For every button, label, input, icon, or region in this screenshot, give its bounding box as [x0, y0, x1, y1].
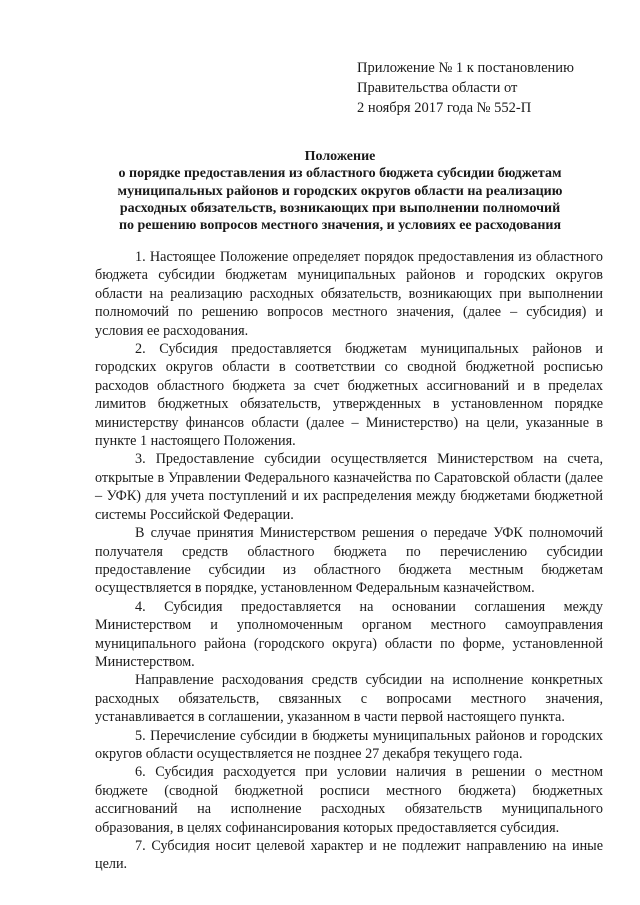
title-line-2: о порядке предоставления из областного бюджета субсидии бюджетам	[118, 166, 562, 182]
paragraph-4: В случае принятия Министерством решения о передаче УФК полномочий получателя средств областного бюджета по перечислению субсидии предоставление субсидии из областного бюджета местным бюджетам осуществляется в порядке, установленном Федеральным казначейством.	[95, 525, 603, 597]
appendix-reference	[357, 58, 617, 118]
paragraph-9: 7. Субсидия носит целевой характер и не подлежит направлению на иные цели.	[95, 838, 603, 873]
paragraph-2: 2. Субсидия предоставляется бюджетам муниципальных районов и городских округов области в соответствии со сводной бюджетной росписью расходов областного бюджета за счет бюджетных ассигнований и в пределах лимитов бюджетных обязательств, утвержденных в установленном порядке министерству финансов области (далее – Министерство) на цели, указанные в пункте 1 настоящего Положения.	[95, 341, 603, 450]
appendix-line-1: Приложение № 1 к постановлению	[357, 60, 574, 76]
paragraph-8: 6. Субсидия расходуется при условии наличия в решении о местном бюджете (сводной бюджетной росписи местного бюджета) бюджетных ассигнований на исполнение расходных обязательств муниципального образования, в целях софинансирования которых предоставляется субсидия.	[95, 764, 603, 836]
paragraph-6: Направление расходования средств субсидии на исполнение конкретных расходных обязательств, связанных с вопросами местного значения, устанавливается в соглашении, указанном в части первой настоящего пункта.	[95, 672, 603, 726]
title-line-4: расходных обязательств, возникающих при выполнении полномочий	[119, 200, 561, 216]
paragraph-7: 5. Перечисление субсидии в бюджеты муниципальных районов и городских округов области осуществляется не позднее 27 декабря текущего года.	[95, 727, 603, 762]
paragraph-5: 4. Субсидия предоставляется на основании соглашения между Министерством и уполномоченным органом местного самоуправления муниципального района (городского округа) области по форме, установленной Министерством.	[95, 598, 603, 670]
document-body	[95, 248, 603, 874]
appendix-line-3: 2 ноября 2017 года № 552-П	[357, 100, 532, 116]
paragraph-3: 3. Предоставление субсидии осуществляется Министерством на счета, открытые в Управлении Федерального казначейства по Саратовской области (далее – УФК) для учета поступлений и их распределения между бюджетами бюджетной системы Российской Федерации.	[95, 451, 603, 523]
document-title	[90, 148, 590, 234]
title-line-3: муниципальных районов и городских округов области на реализацию	[117, 183, 563, 199]
title-line-1: Положение	[304, 149, 376, 164]
appendix-line-2: Правительства области от	[357, 80, 518, 96]
title-line-5: по решению вопросов местного значения, и условиях ее расходования	[118, 218, 562, 234]
paragraph-1: 1. Настоящее Положение определяет порядок предоставления из областного бюджета субсидии бюджетам муниципальных районов и городских округов области на реализацию расходных обязательств, возникающих при выполнении полномочий по решению вопросов местного значения, (далее – субсидия) и условия ее расходования.	[95, 249, 603, 339]
